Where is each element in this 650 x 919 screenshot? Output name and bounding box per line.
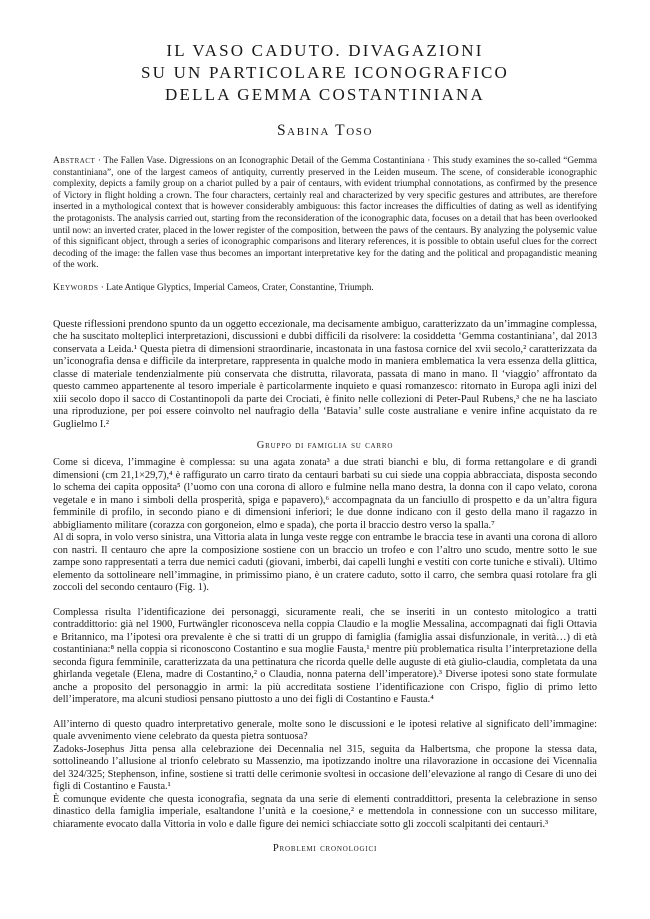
paragraph-description: Come si diceva, l’immagine è complessa: su una agata zonata³ a due strati bianchi e blu, di forma rettangolare e di grandi dimensioni (cm 21,1×29,7),⁴ è raffigurato un carro tirato da centauri barbati su cui siede una coppia abbracciata, disposta secondo lo schema dei capita opposita⁵ (l’uomo con una corona di alloro e fulmine nella mano destra, la donna con il capo velato, corona vegetale e in mano i simboli della prosperità, spiga e papavero),⁶ accompagnata da un fanciullo di prospetto e da un’altra figura femminile di profilo, in secondo piano e di dimensioni inferiori; le due donne indicano con il gesto della mano il ragazzo in abbigliamento militare (corazza con gorgoneion, elmo e spada), che porta il braccio destro verso la spalla.⁷ <box>53 457 597 531</box>
paragraph-question: All’interno di questo quadro interpretativo generale, molte sono le discussioni e le ipotesi relative al significato dell’immagine: quale avvenimento viene celebrato da questa pietra sontuosa? <box>53 718 597 743</box>
abstract-label: Abstract <box>53 156 96 166</box>
title-line-1: IL VASO CADUTO. DIVAGAZIONI <box>166 41 484 60</box>
paragraph-dynastic: È comunque evidente che questa iconografia, segnata da una serie di elementi contraddittori, presenta la celebrazione in senso dinastico della famiglia imperiale, esaltandone l’unità e la coesione,² e mettendola in connessione con un successo militare, chiaramente evocato dalla Vittoria in volo e dalle figure dei nemici schiacciate sotto gli zoccoli scalpitanti dei centauri.³ <box>53 793 597 830</box>
keywords-label: Keywords <box>53 282 99 293</box>
paragraph-identification: Complessa risulta l’identificazione dei personaggi, sicuramente reali, che se inseriti in un contesto mitologico a tratti contraddittorio: già nel 1900, Furtwängler riconosceva nella coppia Claudio e la moglie Messalina, accompagnati dai figli Ottavia e Britannico, ma l’ipotesi ora prevalente è che si tratti di un gruppo di famiglia (famiglia assai disfunzionale, in verità…) di età costantiniana:⁸ nella coppia si riconoscono Costantino e sua moglie Fausta,¹ mentre più problematica risulta l’interpretazione della seconda figura femminile, caratterizzata da una pettinatura che ricorda quelle delle auguste di età giulio-claudia, completata da una ghirlanda vegetale (Elena, madre di Costantino,² o Claudia, nonna paterna dell’imperatore).³ Diverse ipotesi sono state formulate anche a proposito del personaggio in armi: la più accreditata sostiene l’identificazione con Crispo, figlio di primo letto dell’imperatore, ma alcuni studiosi pensano piuttosto a uno dei figli di Costantino e Fausta.⁴ <box>53 606 597 706</box>
paragraph-gap <box>53 707 597 719</box>
title-line-2: SU UN PARTICOLARE ICONOGRAFICO <box>140 63 510 82</box>
keywords-text: · Late Antique Glyptics, Imperial Cameos, Crater, Constantine, Triumph. <box>98 282 374 293</box>
paragraph-gap <box>53 595 597 607</box>
section-heading-chronology: Problemi cronologici <box>272 843 378 855</box>
abstract-text: · The Fallen Vase. Digressions on an Iconographic Detail of the Gemma Costantiniana · This study examines the so-called “Gemma constantiniana”, one of the largest cameos of antiquity, currently preserved in the Leiden museum. The scene, of considerable iconographic complexity, depicts a family group on a chariot pulled by a pair of centaurs, with evident triumphal connotations, as confirmed by the presence of Victory in flight holding a crown. The four characters, certainly real and characterized by very specific gestures and attributes, are therefore inserted in a mythological context that is however considerably ambiguous: this factor increases the difficulties of dating as well as identifying the protagonists. The analysis carried out, starting from the reconsideration of the iconographic data, focuses on a detail that has been overlooked until now: an inverted crater, placed in the lower register of the composition, between the paws of the centaurs. By analyzing the polysemic value of this significant object, through a series of iconographic comparisons and literary references, it is possible to obtain useful clues for the correct decoding of the image: the fallen vase thus becomes an important interpretative key for the dating and the political and propagandistic meaning of the work. <box>53 156 597 271</box>
paragraph-intro: Queste riflessioni prendono spunto da un oggetto eccezionale, ma decisamente ambiguo, caratterizzato da un’immagine complessa, che ha suscitato molteplici interpretazioni, discussioni e dubbi difficili da risolvere: la cosiddetta ‘Gemma costantiniana’, dal 2013 conservata a Leida.¹ Questa pietra di dimensioni straordinarie, incastonata in una fastosa cornice del xvii secolo,² caratterizzata da un’iconografia densa e difficile da interpretare, rappresenta in qualche modo in maniera emblematica la vera essenza della glittica, classe di materiale tendenzialmente più conservata che distrutta, rilavorata, passata di mano in mano. Il ‘viaggio’ affrontato da questo cammeo appartenente al tesoro imperiale è particolarmente inquieto e quasi romanzesco: ritornato in Europa agli inizi del xiii secolo dopo il sacco di Costantinopoli da parte dei Crociati, è finito nelle collezioni di Peter-Paul Rubens,³ che ne ha lasciato una riproduzione, per poi essere coinvolto nel naufragio della ‘Batavia’ sulle coste australiane e venire infine acquistato da re Guglielmo I.² <box>53 318 597 430</box>
paragraph-hypotheses: Zadoks-Josephus Jitta pensa alla celebrazione dei Decennalia nel 315, seguita da Halbertsma, che propone la stessa data, sottolineando l’allusione al trionfo celebrato su Massenzio, ma ipotizzando inoltre una rilavorazione in occasione dei Vicennalia del 324/325; Stephenson, infine, sostiene si tratti delle cerimonie svoltesi in occasione dell’elevazione al rango di Cesare di uno dei figli di Costantino e Fausta.¹ <box>53 743 597 793</box>
article-title <box>53 40 597 106</box>
title-line-3: DELLA GEMMA COSTANTINIANA <box>165 85 485 104</box>
keywords <box>53 283 597 293</box>
author-name: Sabina Toso <box>276 122 374 139</box>
abstract <box>53 156 597 272</box>
article-body <box>53 319 597 855</box>
section-heading-family-group: Gruppo di famiglia su carro <box>256 440 394 452</box>
paragraph-victory: Al di sopra, in volo verso sinistra, una Vittoria alata in lunga veste regge con entrambe le braccia tese in avanti una corona di alloro con nastri. Il centauro che apre la composizione sostiene con un braccio un trofeo e con l’altro uno scudo, mentre sotto le sue zampe sono rappresentati a terra due nemici caduti (giovani, imberbi, dai capelli lunghi e vestiti con corte tuniche e stivali). Ultimo elemento da sottolineare nell’immagine, in primissimo piano, è un cratere caduto, sotto il carro, che sembra quasi rotolare fra gli zoccoli del secondo centauro (Fig. 1). <box>53 532 597 594</box>
